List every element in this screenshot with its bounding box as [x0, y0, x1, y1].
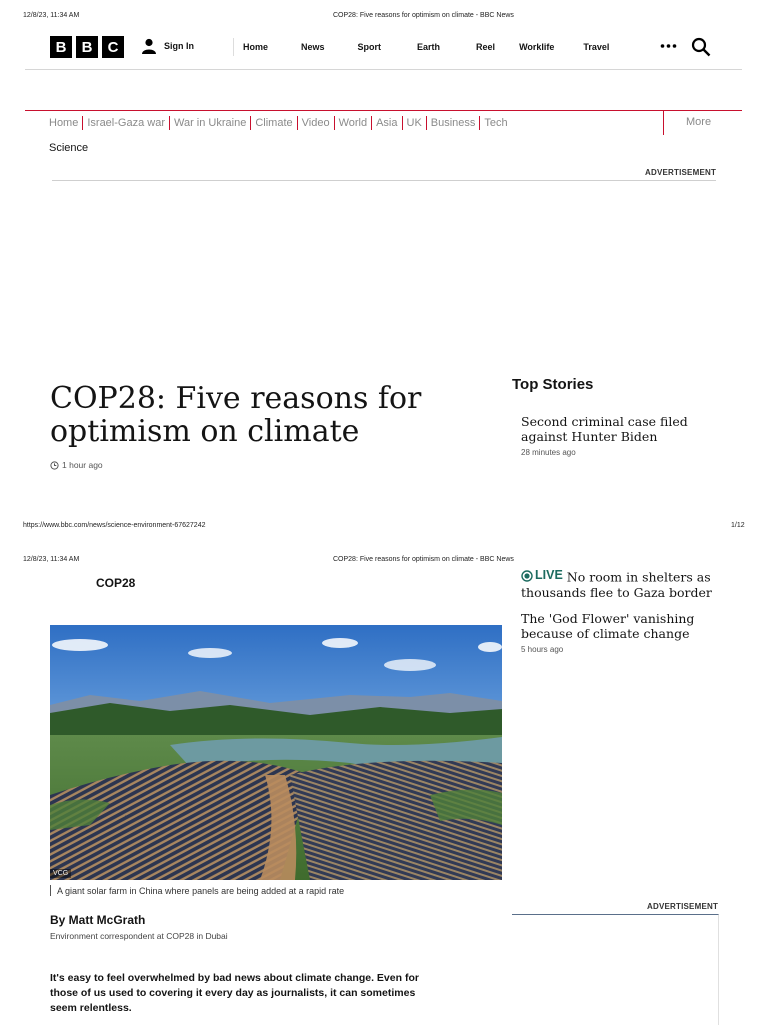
ellipsis-icon[interactable]: [660, 43, 677, 49]
subnav-sep: [250, 116, 251, 130]
user-icon: [141, 38, 157, 54]
ad-slot: [512, 914, 719, 1025]
logo-letter: B: [76, 36, 98, 58]
nav-item-news[interactable]: News: [301, 42, 325, 52]
header-divider: [25, 69, 742, 70]
bbc-logo[interactable]: [50, 36, 124, 58]
top-story-item-live[interactable]: [521, 568, 721, 598]
story-time: 5 hours ago: [521, 645, 564, 654]
topic-link[interactable]: COP28: [96, 576, 136, 590]
subnav-sep: [297, 116, 298, 130]
story-title-line: thousands flee to Gaza border: [521, 584, 712, 598]
subnav: [49, 116, 508, 130]
intro-line: seem relentless.: [50, 1002, 132, 1014]
article-title: [50, 382, 421, 448]
subnav-item-video[interactable]: Video: [301, 117, 330, 129]
story-title-line: [521, 568, 721, 585]
subnav-sep: [371, 116, 372, 130]
sign-in-button[interactable]: [141, 38, 194, 54]
live-badge: [521, 568, 563, 583]
print-datetime: 12/8/23, 11:34 AM: [23, 556, 80, 563]
subnav-accent-line: [25, 110, 742, 111]
advertisement-label: ADVERTISEMENT: [645, 168, 717, 177]
sign-in-label: Sign In: [164, 41, 194, 51]
nav-divider: [233, 38, 234, 56]
subnav-item-business[interactable]: Business: [430, 117, 476, 129]
nav-item-reel[interactable]: Reel: [476, 42, 496, 52]
subnav-item-israel-gaza[interactable]: Israel-Gaza war: [87, 117, 165, 129]
subnav-more-button[interactable]: More: [686, 116, 712, 128]
print-url: https://www.bbc.com/news/science-environment-67627242: [23, 522, 206, 529]
live-label: LIVE: [535, 568, 563, 582]
subnav-item-asia[interactable]: Asia: [376, 117, 398, 129]
advertisement-label: ADVERTISEMENT: [647, 902, 719, 911]
hero-image: [50, 625, 502, 880]
print-datetime: 12/8/23, 11:34 AM: [23, 12, 80, 19]
subnav-item-uk[interactable]: UK: [406, 117, 422, 129]
subnav-sep: [479, 116, 480, 130]
subnav-item-home[interactable]: Home: [49, 117, 79, 129]
print-page-number: 1/12: [731, 522, 745, 529]
intro-line: those of us used to covering it every day as journalists, it can sometimes: [50, 987, 416, 999]
top-stories-heading: Top Stories: [512, 376, 594, 393]
nav-item-home[interactable]: Home: [243, 42, 269, 52]
logo-letter: B: [50, 36, 72, 58]
clock-icon: [50, 461, 59, 470]
story-title-text: No room in shelters as: [566, 569, 711, 585]
story-title-line: against Hunter Biden: [521, 429, 658, 444]
logo-letter: C: [102, 36, 124, 58]
subnav-item-science[interactable]: Science: [49, 142, 89, 154]
print-page-title: COP28: Five reasons for optimism on climate - BBC News: [333, 556, 514, 563]
top-story-item[interactable]: [521, 611, 694, 654]
subnav-item-ukraine[interactable]: War in Ukraine: [173, 117, 247, 129]
nav-item-sport[interactable]: Sport: [357, 42, 382, 52]
author-role: Environment correspondent at COP28 in Dubai: [50, 931, 228, 941]
subnav-sep: [169, 116, 170, 130]
print-page-title: COP28: Five reasons for optimism on climate - BBC News: [333, 12, 514, 19]
nav-item-earth[interactable]: Earth: [417, 42, 441, 52]
caption-text: A giant solar farm in China where panels are being added at a rapid rate: [57, 885, 345, 896]
story-title-line: Second criminal case filed: [521, 414, 688, 429]
top-story-item[interactable]: [521, 414, 688, 457]
live-icon: [521, 570, 533, 582]
top-nav: [243, 42, 609, 52]
ad-divider: [52, 180, 716, 181]
caption-bar: [50, 885, 51, 896]
story-title-line: The 'God Flower' vanishing: [521, 611, 695, 626]
subnav-sep: [334, 116, 335, 130]
subnav-item-tech[interactable]: Tech: [484, 117, 508, 129]
image-credit: VCG: [50, 869, 71, 878]
subnav-more-divider: [663, 111, 664, 135]
solar-farm-image: [50, 625, 502, 880]
subnav-sep: [82, 116, 83, 130]
byline[interactable]: By Matt McGrath: [50, 913, 146, 927]
intro-line: It's easy to feel overwhelmed by bad news about climate change. Even for: [50, 972, 419, 984]
subnav-item-world[interactable]: World: [338, 117, 368, 129]
search-icon[interactable]: [691, 37, 711, 57]
article-intro: [50, 971, 419, 1016]
story-time: 28 minutes ago: [521, 448, 576, 457]
story-title-line: because of climate change: [521, 626, 690, 641]
article-title-line: COP28: Five reasons for: [50, 381, 422, 416]
subnav-sep: [402, 116, 403, 130]
article-time: 1 hour ago: [62, 460, 103, 470]
article-title-line: optimism on climate: [50, 414, 360, 449]
nav-item-travel[interactable]: Travel: [583, 42, 610, 52]
subnav-sep: [426, 116, 427, 130]
subnav-item-climate[interactable]: Climate: [255, 117, 293, 129]
article-timestamp: [50, 460, 103, 470]
nav-item-worklife[interactable]: Worklife: [519, 42, 555, 52]
image-caption: [50, 885, 344, 896]
